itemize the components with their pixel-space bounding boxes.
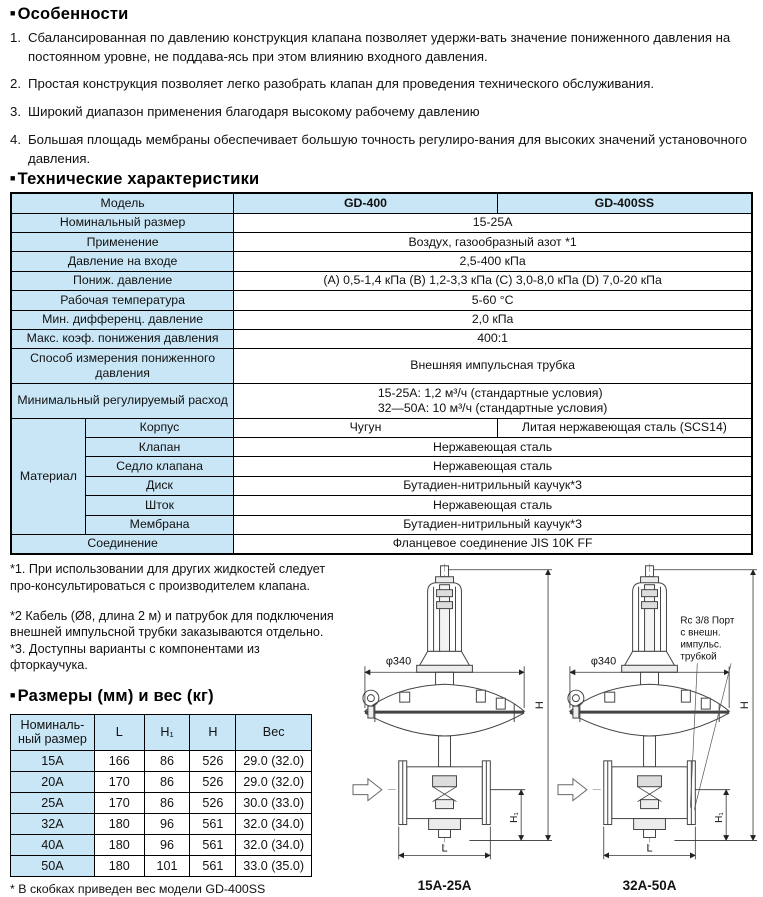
- drawing-caption: 15A-25A: [417, 878, 472, 894]
- dims-size: 15A: [11, 750, 95, 771]
- spec-label: Мин. дифференц. давление: [11, 310, 234, 329]
- left-column: [10, 561, 346, 897]
- spec-row-material-body: [11, 418, 752, 437]
- valve-drawings: [346, 561, 760, 897]
- spec-value: Нержавеющая сталь: [234, 438, 752, 457]
- spec-row-material-valve: [11, 438, 752, 457]
- spec-row-maxratio: [11, 329, 752, 348]
- dim-label-l: L: [441, 842, 448, 855]
- feature-item: [10, 103, 753, 122]
- dims-cell: 526: [190, 792, 236, 813]
- dim-label-l: L: [646, 842, 653, 855]
- dims-cell: 561: [190, 855, 236, 876]
- valve-cross-section: [558, 564, 757, 860]
- spec-value: 5-60 °C: [234, 291, 752, 310]
- feature-text: Простая конструкция позволяет легко разобрать клапан для проведения технического обслуживания.: [28, 76, 655, 92]
- drawing-caption: 32A-50A: [622, 878, 677, 894]
- dim-label-diameter: φ340: [590, 655, 617, 668]
- footnote-2: *2 Кабель (Ø8, длина 2 м) и патрубок для подключения внешней импульсной трубки заказываются отдельно.: [10, 608, 334, 640]
- minflow-line1: 15-25A: 1,2 м³/ч (стандартные условия): [377, 385, 603, 400]
- features-heading: [10, 5, 753, 24]
- spec-label: Пониж. давление: [11, 271, 234, 290]
- dim-label-h: H: [534, 701, 547, 710]
- spec-header-gd400ss: GD-400SS: [497, 193, 752, 213]
- spec-material-label: Материал: [11, 418, 85, 534]
- dims-cell: 86: [144, 750, 190, 771]
- spec-row-reduced: [11, 271, 752, 290]
- spec-label: Способ измерения пониженного давления: [11, 349, 234, 384]
- dims-cell: 86: [144, 771, 190, 792]
- dims-footnote: * В скобках приведен вес модели GD-400SS: [10, 881, 266, 896]
- dims-header-h: H: [190, 715, 236, 750]
- feature-number: 4.: [10, 131, 21, 147]
- dim-label-h: H: [739, 701, 752, 710]
- features-section: [10, 5, 753, 168]
- footnote-1: *1. При использовании для других жидкостей следует про-консультироваться с производителем клапана.: [10, 562, 326, 593]
- spec-value: Внешняя импульсная трубка: [234, 349, 752, 384]
- spec-header-model: Модель: [11, 193, 234, 213]
- spec-row-connection: [11, 534, 752, 554]
- dims-header-weight: Вес: [236, 715, 312, 750]
- dims-row: [11, 813, 312, 834]
- dims-size: 40A: [11, 834, 95, 855]
- spec-value: Бутадиен-нитрильный каучук*3: [234, 476, 752, 495]
- square-bullet-icon: ■: [10, 8, 16, 18]
- spec-row-minflow: [11, 384, 752, 419]
- dims-row: [11, 750, 312, 771]
- dimensions-title: Размеры (мм) и вес (кг): [17, 687, 214, 706]
- spec-header-row: [11, 193, 752, 213]
- dims-cell: 561: [190, 834, 236, 855]
- spec-row-nominal: [11, 213, 752, 232]
- spec-header-gd400: GD-400: [234, 193, 498, 213]
- feature-number: 1.: [10, 30, 21, 45]
- spec-value: Чугун: [234, 418, 498, 437]
- dim-label-h1: H₁: [714, 812, 726, 824]
- dim-label-diameter: φ340: [385, 655, 412, 668]
- dims-cell: 96: [144, 834, 190, 855]
- dims-cell: 180: [94, 834, 144, 855]
- spec-row-material-membrane: [11, 515, 752, 534]
- dims-cell: 180: [94, 855, 144, 876]
- dims-row: [11, 855, 312, 876]
- spec-value: Нержавеющая сталь: [234, 496, 752, 515]
- spec-row-application: [11, 233, 752, 252]
- dims-row: [11, 771, 312, 792]
- valve-drawing-15a-25a: [350, 561, 555, 897]
- dims-cell: 170: [94, 771, 144, 792]
- dims-cell: 33.0 (35.0): [236, 855, 312, 876]
- valve-cross-section: [353, 564, 552, 860]
- dims-cell: 561: [190, 813, 236, 834]
- feature-item: [10, 131, 753, 168]
- valve-drawing-32a-50a: [555, 561, 760, 897]
- square-bullet-icon: ■: [10, 690, 16, 701]
- dims-cell: 101: [144, 855, 190, 876]
- minflow-line2: 32—50A: 10 м³/ч (стандартные условия): [377, 400, 608, 415]
- dimensions-heading: [10, 687, 346, 706]
- dims-cell: 29.0 (32.0): [236, 771, 312, 792]
- dims-cell: 30.0 (33.0): [236, 792, 312, 813]
- dimensions-table: [10, 714, 312, 876]
- features-title: Особенности: [17, 5, 129, 23]
- spec-sublabel: Мембрана: [85, 515, 233, 534]
- port-note-line: импульс.: [680, 639, 722, 651]
- spec-sublabel: Корпус: [85, 418, 233, 437]
- spec-label: Применение: [11, 233, 234, 252]
- dims-cell: 29.0 (32.0): [236, 750, 312, 771]
- dims-cell: 32.0 (34.0): [236, 813, 312, 834]
- spec-label: Макс. коэф. понижения давления: [11, 329, 234, 348]
- spec-label: Соединение: [11, 534, 234, 554]
- spec-label: Минимальный регулируемый расход: [11, 384, 234, 419]
- port-note-line: трубкой: [680, 651, 717, 663]
- spec-row-method: [11, 349, 752, 384]
- dims-cell: 166: [94, 750, 144, 771]
- port-note-line: с внешн.: [680, 627, 721, 639]
- dims-header-size: Номиналь-ный размер: [11, 715, 95, 750]
- specs-title: Технические характеристики: [17, 170, 260, 189]
- spec-value: 15-25A: [234, 213, 752, 232]
- feature-text: Большая площадь мембраны обеспечивает большую точность регулиро-вания для высоких значений установочного давления.: [28, 131, 747, 166]
- minflow-block: [378, 386, 608, 417]
- spec-sublabel: Клапан: [85, 438, 233, 457]
- dim-label-h1: H₁: [509, 812, 521, 824]
- spec-label: Номинальный размер: [11, 213, 234, 232]
- spec-row-material-stem: [11, 496, 752, 515]
- dims-cell: 86: [144, 792, 190, 813]
- spec-value: 400:1: [234, 329, 752, 348]
- port-note-line: Rc 3/8 Порт: [680, 615, 735, 627]
- spec-sublabel: Седло клапана: [85, 457, 233, 476]
- dims-cell: 180: [94, 813, 144, 834]
- spec-value: Бутадиен-нитрильный каучук*3: [234, 515, 752, 534]
- dims-size: 50A: [11, 855, 95, 876]
- dims-row: [11, 792, 312, 813]
- square-bullet-icon: ■: [10, 173, 16, 184]
- dims-size: 25A: [11, 792, 95, 813]
- dims-size: 32A: [11, 813, 95, 834]
- dims-cell: 32.0 (34.0): [236, 834, 312, 855]
- feature-number: 2.: [10, 76, 21, 92]
- spec-row-inlet: [11, 252, 752, 271]
- spec-value: Фланцевое соединение JIS 10K FF: [234, 534, 752, 554]
- spec-row-material-seat: [11, 457, 752, 476]
- dims-header-h1: H₁: [144, 715, 190, 750]
- dims-header-l: L: [94, 715, 144, 750]
- port-note-leader-lines: [690, 664, 731, 810]
- dims-size: 20A: [11, 771, 95, 792]
- spec-label: Рабочая температура: [11, 291, 234, 310]
- spec-value: Нержавеющая сталь: [234, 457, 752, 476]
- spec-label: Давление на входе: [11, 252, 234, 271]
- footnote-3: *3. Доступны варианты с компонентами из фторкаучука.: [10, 641, 260, 673]
- spec-row-material-disc: [11, 476, 752, 495]
- spec-value: 2,0 кПа: [234, 310, 752, 329]
- dims-row: [11, 834, 312, 855]
- feature-text: Сбалансированная по давлению конструкция клапана позволяет удержи-вать значение пониженного давления на постоянном уровне, не поддава-ясь при этом влиянию входного давления.: [28, 30, 731, 64]
- specs-heading: [10, 170, 753, 189]
- dims-cell: 170: [94, 792, 144, 813]
- spec-table: [10, 192, 753, 555]
- feature-item: [10, 75, 753, 94]
- bottom-section: [10, 561, 753, 897]
- spec-sublabel: Диск: [85, 476, 233, 495]
- dims-cell: 96: [144, 813, 190, 834]
- spec-value: 2,5-400 кПа: [234, 252, 752, 271]
- spec-value: Воздух, газообразный азот *1: [234, 233, 752, 252]
- feature-text: Широкий диапазон применения благодаря высокому рабочему давлению: [28, 104, 480, 120]
- spec-sublabel: Шток: [85, 496, 233, 515]
- spec-value: Литая нержавеющая сталь (SCS14): [497, 418, 752, 437]
- dims-cell: 526: [190, 750, 236, 771]
- spec-value: (A) 0,5-1,4 кПа (B) 1,2-3,3 кПа (C) 3,0-8,0 кПа (D) 7,0-20 кПа: [234, 271, 752, 290]
- feature-item: [10, 29, 753, 66]
- spec-value: [234, 384, 752, 419]
- spec-row-temp: [11, 291, 752, 310]
- feature-number: 3.: [10, 104, 21, 120]
- dims-cell: 526: [190, 771, 236, 792]
- spec-row-mindiff: [11, 310, 752, 329]
- dims-header-row: [11, 715, 312, 750]
